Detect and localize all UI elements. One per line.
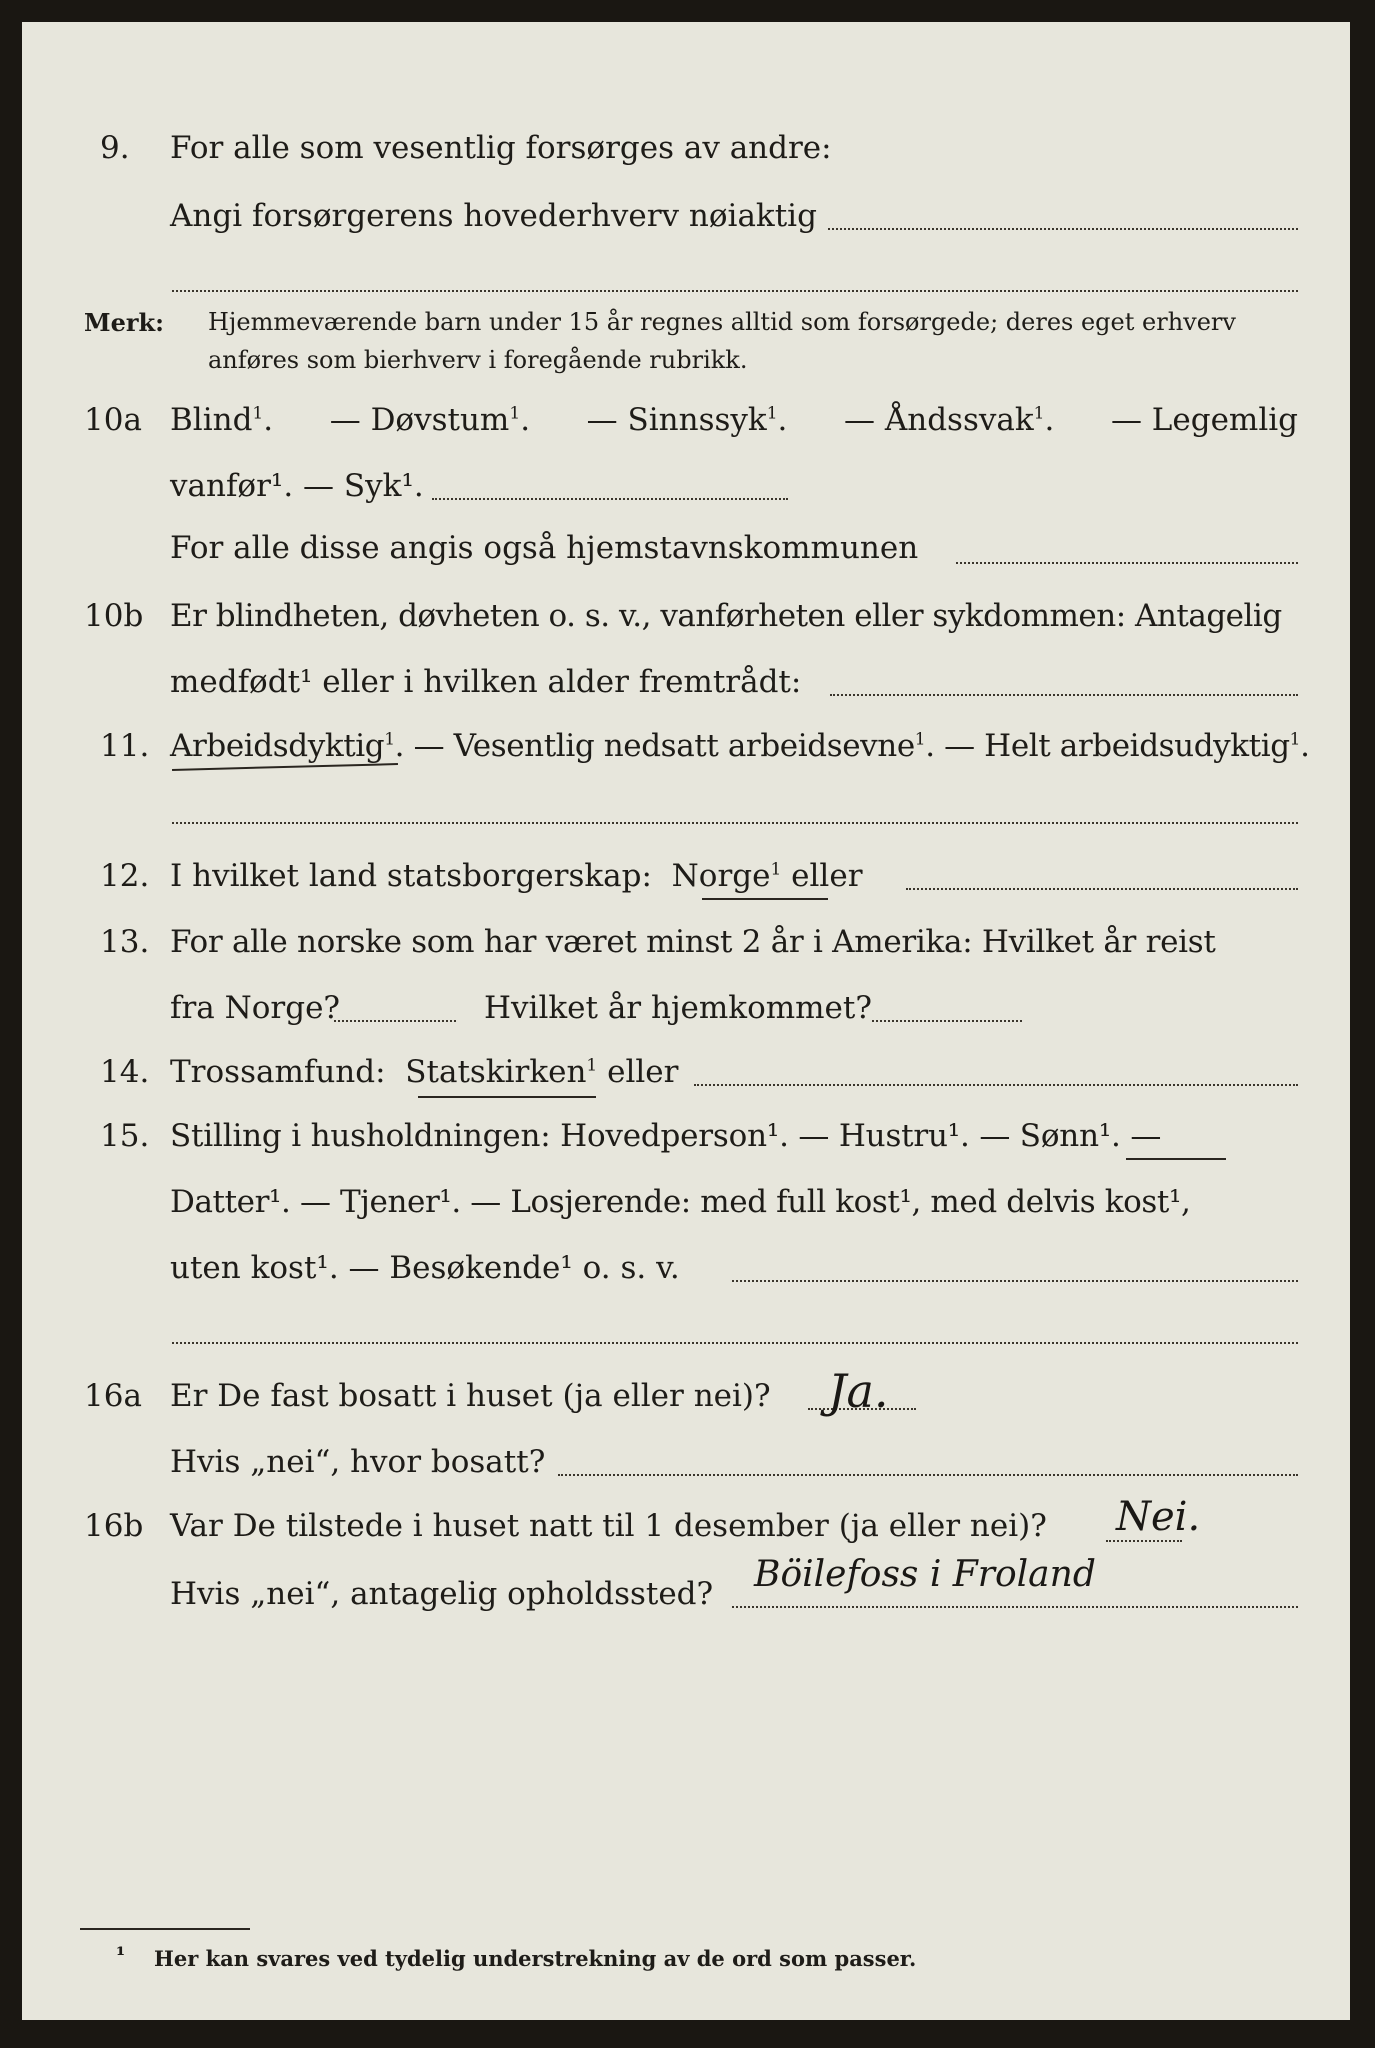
question-10a [22, 402, 1350, 458]
handwritten-underline [418, 1096, 596, 1098]
option-arbeidsdyktig[interactable]: Arbeidsdyktig [170, 728, 385, 764]
answer-line[interactable] [872, 1020, 1022, 1022]
census-form-page [22, 22, 1350, 2020]
question-text: Er blindheten, døvheten o. s. v., vanførheten eller sykdommen: Antagelig [170, 598, 1282, 634]
answer-line[interactable] [732, 1606, 1298, 1608]
question-10b [22, 598, 1350, 654]
handwritten-underline [702, 898, 828, 900]
question-text [170, 402, 1298, 438]
question-number: 10a [84, 402, 142, 438]
question-text: vanfør¹. — Syk¹. [170, 468, 424, 504]
question-text: For alle norske som har været minst 2 år i Amerika: Hvilket år reist [170, 924, 1216, 960]
question-text: For alle disse angis også hjemstavnskommunen [170, 530, 919, 566]
question-number: 16a [84, 1378, 142, 1414]
question-10a-line3 [22, 530, 1350, 586]
option-statskirken[interactable]: Statskirken [405, 1054, 587, 1090]
answer-line[interactable] [906, 888, 1298, 890]
question-text: uten kost¹. — Besøkende¹ o. s. v. [170, 1250, 680, 1286]
question-text: Hvilket år hjemkommet? [484, 990, 872, 1026]
note-text: anføres som bierhverv i foregående rubrikk. [208, 346, 748, 374]
question-text: Datter¹. — Tjener¹. — Losjerende: med full kost¹, med delvis kost¹, [170, 1184, 1191, 1220]
note-label: Merk: [84, 308, 164, 337]
question-number: 15. [100, 1118, 150, 1154]
question-text: Hvis „nei“, hvor bosatt? [170, 1444, 546, 1480]
question-15-line3 [22, 1250, 1350, 1306]
option-sonn[interactable]: Sønn [1019, 1118, 1099, 1154]
question-number: 14. [100, 1054, 150, 1090]
answer-line[interactable] [830, 694, 1298, 696]
question-number: 13. [100, 924, 150, 960]
question-number: 11. [100, 728, 150, 764]
answer-line[interactable] [334, 1020, 456, 1022]
option-sinnssyk[interactable]: — Sinnssyk$^1$. [586, 402, 788, 438]
answer-line[interactable] [558, 1474, 1298, 1476]
answer-line[interactable] [956, 562, 1298, 564]
question-text: For alle som vesentlig forsørges av andre: [170, 130, 832, 166]
question-16b-line2 [22, 1576, 1350, 1632]
question-14 [22, 1054, 1350, 1110]
question-number: 12. [100, 858, 150, 894]
answer-line[interactable] [694, 1084, 1298, 1086]
question-text: Er De fast bosatt i huset (ja eller nei)? [170, 1378, 771, 1414]
option-norge[interactable]: Norge [671, 858, 771, 894]
question-15 [22, 1118, 1350, 1174]
question-13-line2 [22, 990, 1350, 1046]
question-number: 9. [100, 130, 130, 166]
question-9-line2 [22, 198, 1350, 254]
question-number: 10b [84, 598, 144, 634]
question-12 [22, 858, 1350, 914]
answer-line[interactable] [172, 1342, 1298, 1344]
question-text: Stilling i husholdningen: Hovedperson¹. — Hustru¹. — Sønn¹. — [170, 1118, 1162, 1154]
question-text: Arbeidsdyktig$^1$. — Vesentlig nedsatt arbeidsevne$^1$. — Helt arbeidsudyktig$^1$. [170, 728, 1310, 764]
answer-line[interactable] [732, 1280, 1298, 1282]
option-dovstum[interactable]: — Døvstum$^1$. [329, 402, 531, 438]
question-text: Var De tilstede i huset natt til 1 desember (ja eller nei)? [170, 1508, 1047, 1544]
question-16a-line2 [22, 1444, 1350, 1500]
footnote-rule [80, 1928, 250, 1930]
footnote-text: Her kan svares ved tydelig understrekning av de ord som passer. [154, 1946, 917, 1971]
note-merk-line2 [22, 346, 1350, 402]
question-text: Angi forsørgerens hovederhverv nøiaktig [170, 198, 817, 234]
handwritten-answer: Ja. [828, 1364, 889, 1418]
option-legemlig[interactable]: — Legemlig [1110, 402, 1298, 438]
question-10b-line2 [22, 664, 1350, 720]
footnote-mark: ¹ [116, 1942, 126, 1967]
answer-line[interactable] [828, 228, 1298, 230]
option-andssvak[interactable]: — Åndssvak$^1$. [844, 402, 1055, 438]
question-text: fra Norge? [170, 990, 341, 1026]
handwritten-underline [1126, 1158, 1226, 1160]
answer-line[interactable] [172, 290, 1298, 292]
question-10a-line2 [22, 468, 1350, 524]
handwritten-answer: Böilefoss i Froland [754, 1554, 1096, 1595]
answer-line[interactable] [432, 498, 788, 500]
question-13 [22, 924, 1350, 980]
question-text: I hvilket land statsborgerskap: Norge$^1$ eller [170, 858, 863, 894]
question-number: 16b [84, 1508, 144, 1544]
question-text: Trossamfund: Statskirken$^1$ eller [170, 1054, 679, 1090]
question-11 [22, 728, 1350, 784]
question-15-line2 [22, 1184, 1350, 1240]
handwritten-answer: Nei. [1116, 1494, 1201, 1540]
option-blind[interactable]: Blind$^1$. [170, 402, 274, 438]
question-text: medfødt¹ eller i hvilken alder fremtrådt: [170, 664, 802, 700]
note-text: Hjemmeværende barn under 15 år regnes alltid som forsørgede; deres eget erhverv [208, 308, 1236, 336]
answer-line[interactable] [172, 822, 1298, 824]
question-9 [22, 130, 1350, 186]
question-text: Hvis „nei“, antagelig opholdssted? [170, 1576, 714, 1612]
answer-line[interactable] [1106, 1540, 1182, 1542]
question-16a [22, 1378, 1350, 1434]
